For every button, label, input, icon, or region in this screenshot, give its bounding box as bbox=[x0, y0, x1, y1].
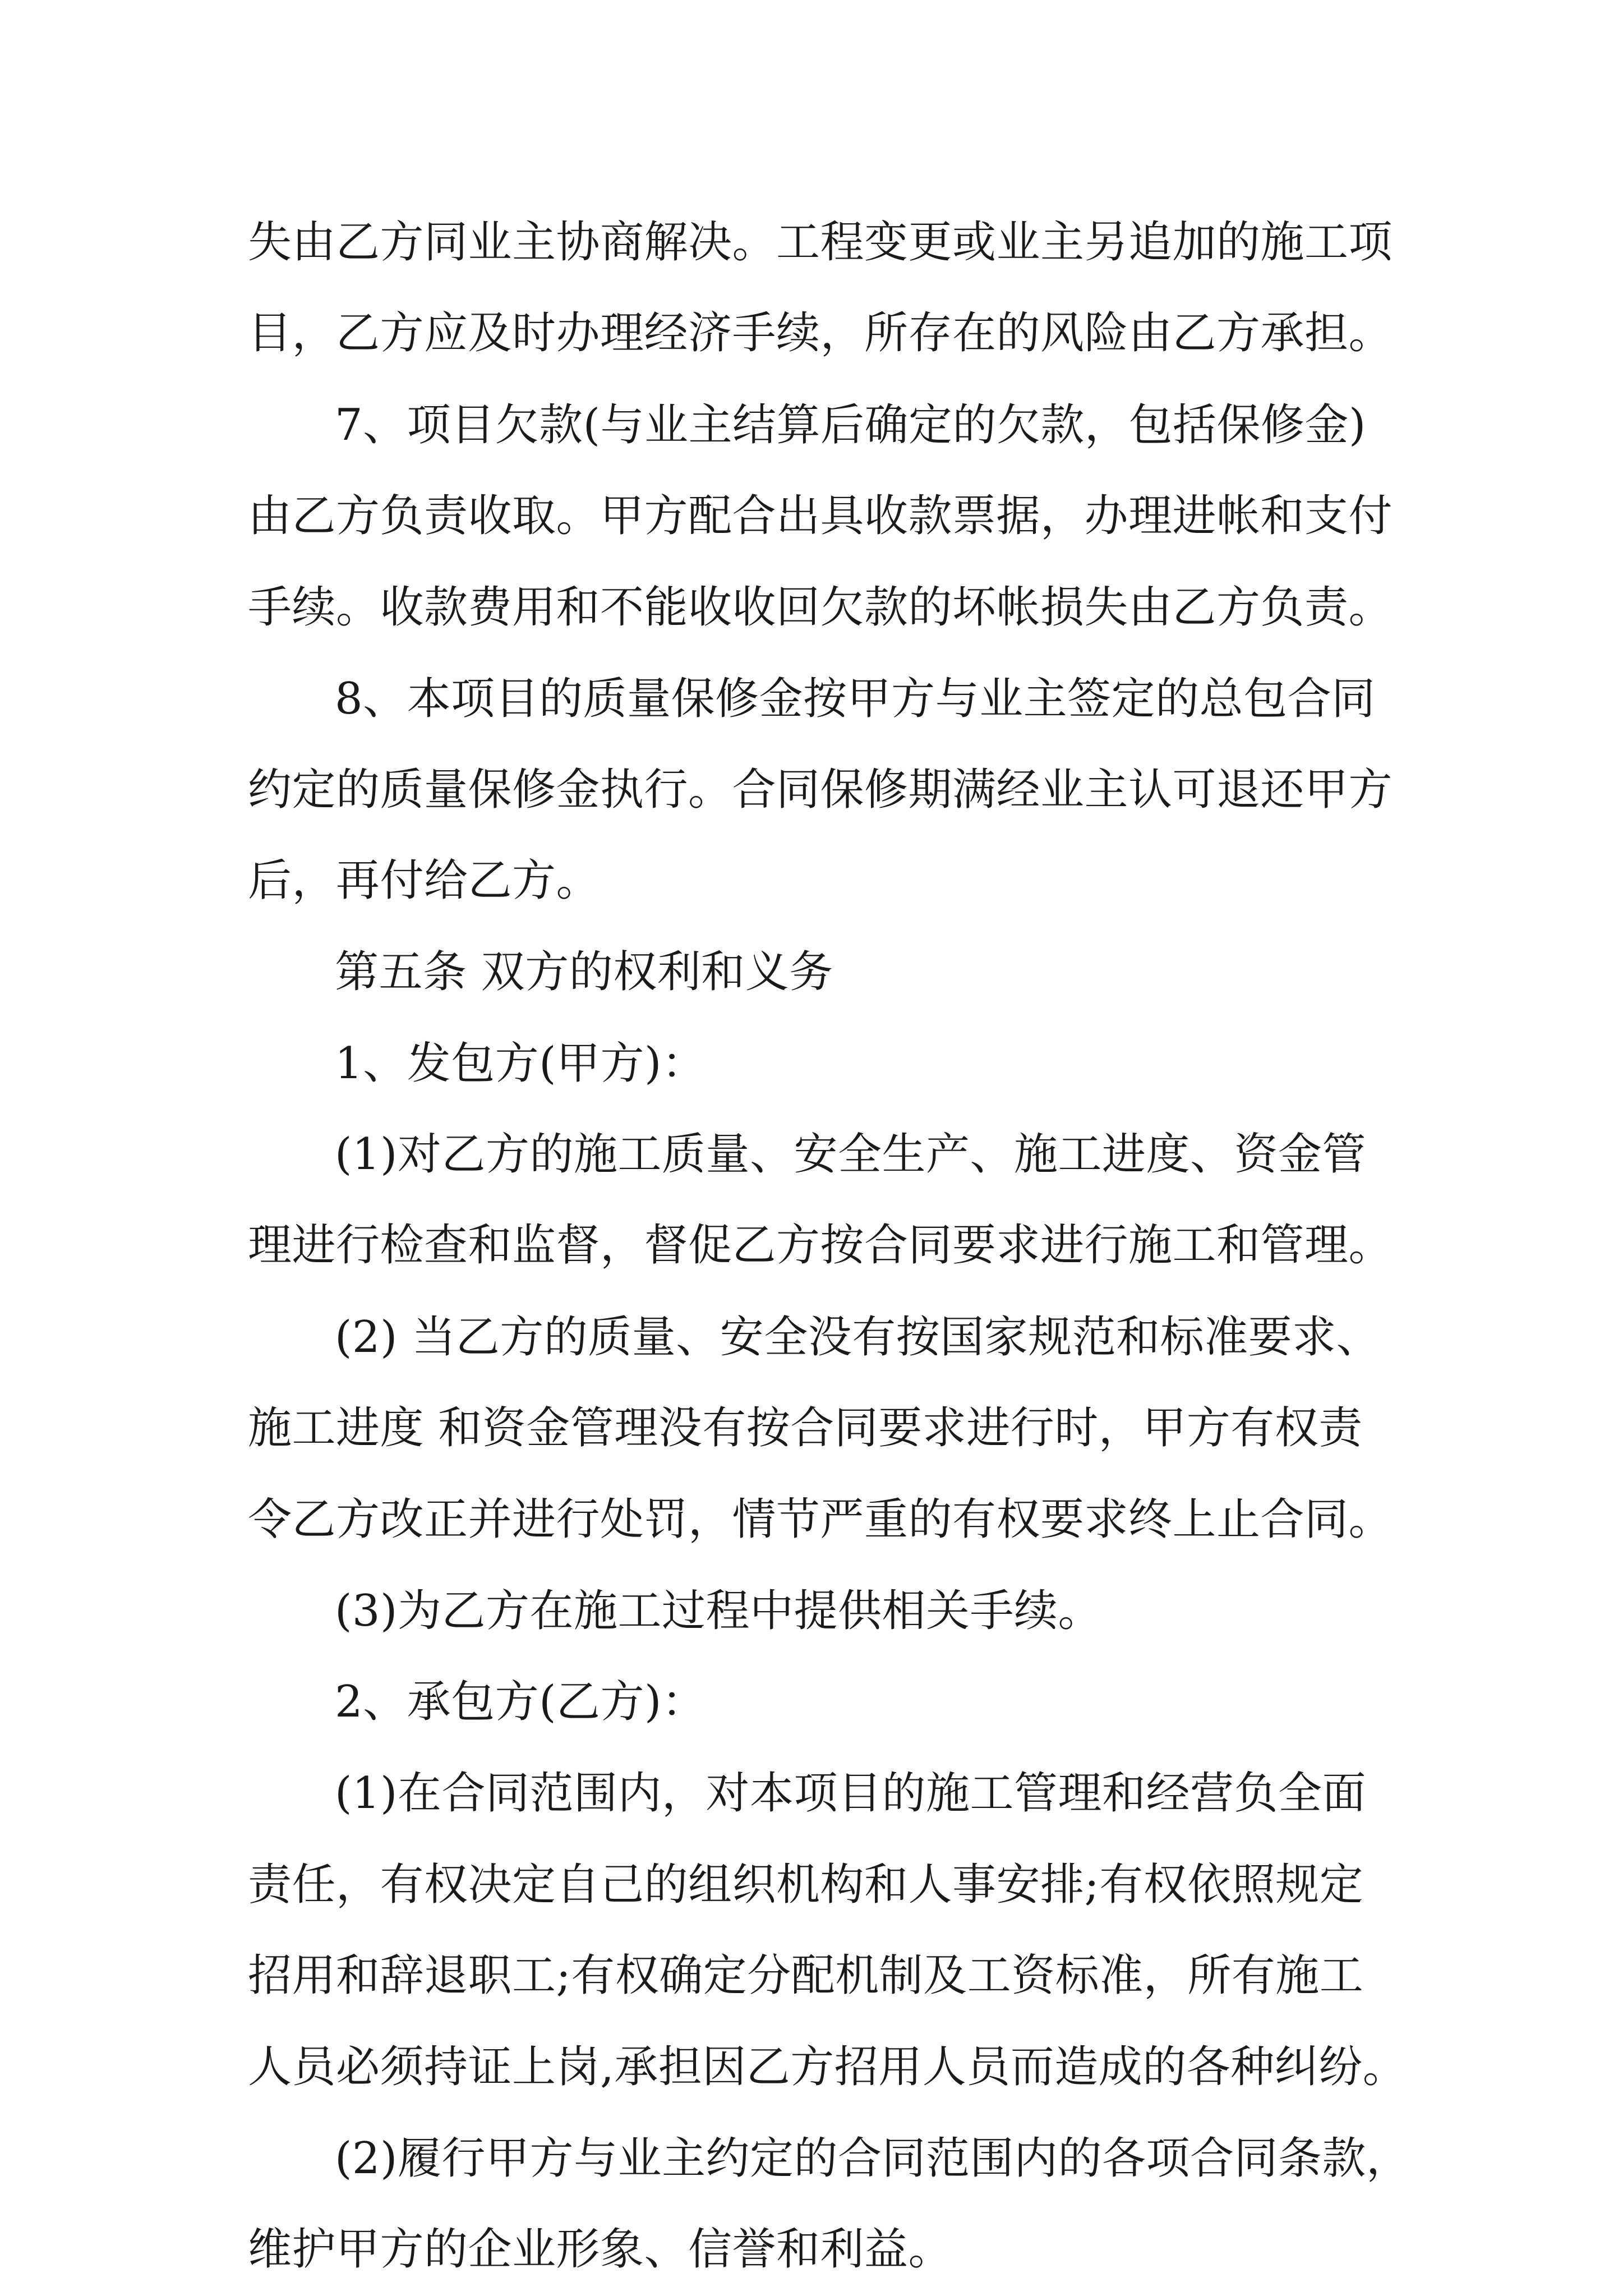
text-line: 2、承包方(乙方)： bbox=[335, 1677, 706, 1727]
text-line: 施工进度 和资金管理没有按合同要求进行时，甲方有权责 bbox=[248, 1403, 1363, 1453]
text-line: 目，乙方应及时办理经济手续，所存在的风险由乙方承担。 bbox=[248, 308, 1393, 358]
text-line: 7、项目欠款(与业主结算后确定的欠款，包括保修金) bbox=[335, 400, 1366, 450]
text-line: (3)为乙方在施工过程中提供相关手续。 bbox=[335, 1586, 1102, 1636]
text-line: 失由乙方同业主协商解决。工程变更或业主另追加的施工项 bbox=[248, 217, 1393, 268]
text-line: (2)履行甲方与业主约定的合同范围内的各项合同条款， bbox=[335, 2133, 1410, 2184]
text-line: 维护甲方的企业形象、信誉和利益。 bbox=[248, 2224, 953, 2275]
text-line: 约定的质量保修金执行。合同保修期满经业主认可退还甲方 bbox=[248, 765, 1393, 815]
text-line: 1、发包方(甲方)： bbox=[335, 1038, 706, 1089]
text-line: 理进行检查和监督，督促乙方按合同要求进行施工和管理。 bbox=[248, 1220, 1393, 1271]
text-line: 后，再付给乙方。 bbox=[248, 855, 601, 906]
text-line: 人员必须持证上岗,承担因乙方招用人员而造成的各种纠纷。 bbox=[248, 2042, 1407, 2092]
text-line: 由乙方负责收取。甲方配合出具收款票据，办理进帐和支付 bbox=[248, 491, 1393, 541]
section-heading: 第五条 双方的权利和义务 bbox=[335, 947, 833, 997]
text-line: 责任，有权决定自己的组织机构和人事安排;有权依照规定 bbox=[248, 1860, 1364, 1910]
text-line: 手续。收款费用和不能收收回欠款的坏帐损失由乙方负责。 bbox=[248, 582, 1393, 633]
text-line: 令乙方改正并进行处罚，情节严重的有权要求终上止合同。 bbox=[248, 1494, 1393, 1545]
text-line: 招用和辞退职工;有权确定分配机制及工资标准，所有施工 bbox=[248, 1950, 1364, 2001]
text-line: (1)在合同范围内，对本项目的施工管理和经营负全面 bbox=[335, 1768, 1366, 1819]
text-line: (1)对乙方的施工质量、安全生产、施工进度、资金管 bbox=[335, 1129, 1366, 1180]
text-line: 8、本项目的质量保修金按甲方与业主签定的总包合同 bbox=[335, 674, 1376, 724]
text-line: (2) 当乙方的质量、安全没有按国家规范和标准要求、 bbox=[335, 1312, 1381, 1363]
